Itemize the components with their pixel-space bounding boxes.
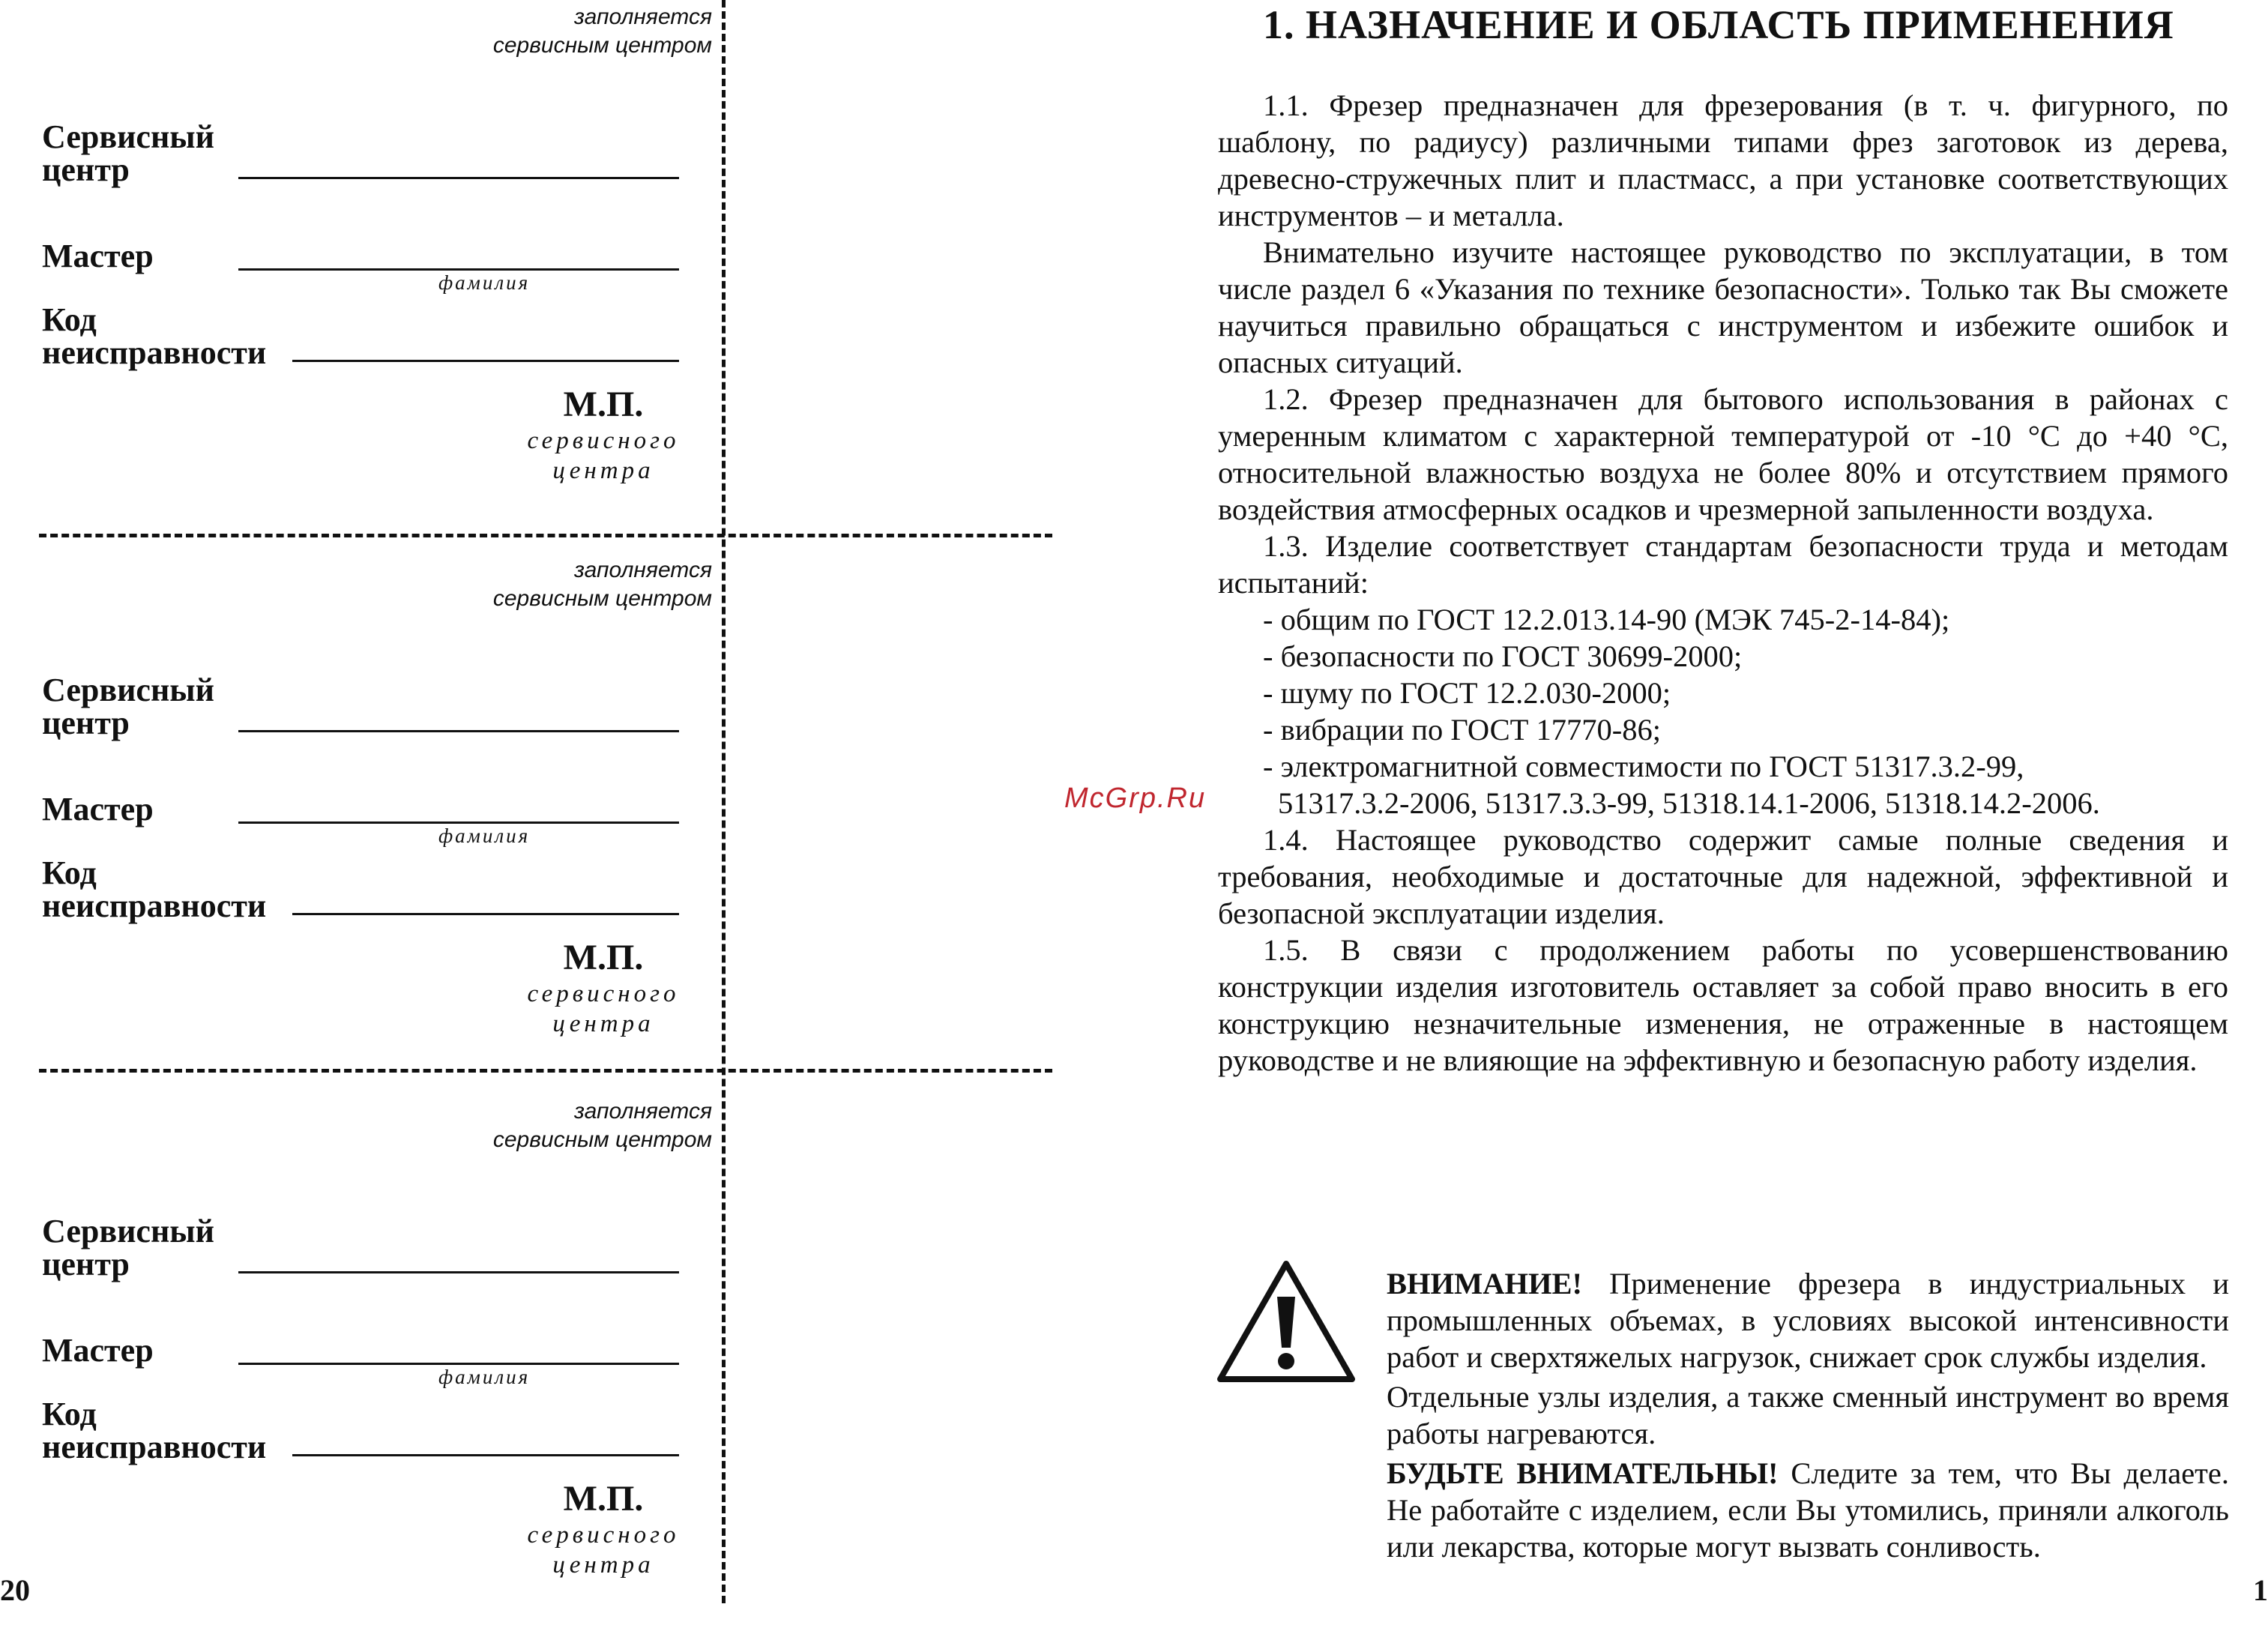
fault-code-field[interactable] [292, 1454, 679, 1456]
section-body [1218, 87, 2228, 1079]
master-field[interactable] [238, 1363, 679, 1365]
service-center-label-2: центр [42, 705, 130, 741]
service-coupon-1 [0, 0, 720, 540]
paragraph-1-3: 1.3. Изделие соответствует стандартам безопасности труда и методам испытаний: [1218, 529, 2228, 600]
master-label: Мастер [42, 1332, 154, 1369]
paragraph-attention: Внимательно изучите настоящее руководство по эксплуатации, в том числе раздел 6 «Указания по технике безопасности». Только так Вы сможете научиться правильно обращаться с инструментом и избежите ошибок и опасных ситуаций. [1218, 235, 2228, 379]
master-field[interactable] [238, 268, 679, 271]
standard-item: - общим по ГОСТ 12.2.013.14-90 (МЭК 745-2-14-84); [1263, 603, 1950, 636]
stamp-sub-2: центра [552, 457, 654, 484]
fault-code-label-2: неисправности [42, 334, 267, 371]
stamp-sub-2: центра [552, 1552, 654, 1579]
standard-item: - безопасности по ГОСТ 30699-2000; [1263, 639, 1743, 673]
warning-paragraph-2: Отдельные узлы изделия, а также сменный инструмент во время работы нагреваются. [1387, 1380, 2229, 1450]
filled-by-note: заполняется сервисным центром [492, 4, 712, 58]
fault-code-label: Код [42, 301, 97, 338]
page-number-left: 20 [0, 1573, 30, 1607]
left-page [0, 0, 1094, 1607]
warning-paragraph-3: БУДЬТЕ ВНИМАТЕЛЬНЫ! Следите за тем, что Вы делаете. Не работайте с изделием, если Вы утомились, приняли алкоголь или лекарства, которые могут вызвать сонливость. [1387, 1456, 2229, 1564]
service-center-field[interactable] [238, 1271, 679, 1273]
fault-code-label: Код [42, 1396, 97, 1432]
standard-item-continued: 51317.3.2-2006, 51317.3.3-99, 51318.14.1-2006, 51318.14.2-2006. [1278, 786, 2100, 820]
filled-by-note: заполняется сервисным центром [492, 558, 712, 611]
watermark: McGrp.Ru [1064, 783, 1207, 814]
service-coupon-2 [0, 553, 720, 1093]
service-coupon-3 [0, 1094, 720, 1634]
horizontal-cut-line-1 [39, 534, 1052, 537]
service-center-label: Сервисный [42, 672, 215, 708]
filled-by-note: заполняется сервисным центром [492, 1099, 712, 1152]
warning-triangle-icon [1216, 1259, 1357, 1384]
service-center-label-2: центр [42, 151, 130, 188]
master-label: Мастер [42, 238, 154, 274]
stamp-sub-1: сервисного [527, 980, 680, 1007]
fault-code-label: Код [42, 854, 97, 891]
right-page [1169, 0, 2268, 1607]
stamp-label: М.П. [563, 1479, 644, 1519]
master-label: Мастер [42, 791, 154, 827]
paragraph-1-1: 1.1. Фрезер предназначен для фрезерования (в т. ч. фигурного, по шаблону, по радиусу) различными типами фрез заготовок из дерева, древесно-стружечных плит и пластмасс, а при установке соответствующих инструментов – и металла. [1218, 88, 2228, 232]
service-center-label: Сервисный [42, 118, 215, 155]
standard-item: - вибрации по ГОСТ 17770-86; [1263, 713, 1661, 747]
surname-caption: фамилия [438, 1366, 531, 1388]
surname-caption: фамилия [438, 824, 531, 847]
standard-item: - электромагнитной совместимости по ГОСТ 51317.3.2-99, [1263, 750, 2024, 783]
stamp-label: М.П. [563, 385, 644, 424]
service-center-field[interactable] [238, 730, 679, 732]
caution-heading: БУДЬТЕ ВНИМАТЕЛЬНЫ! [1387, 1456, 1779, 1490]
fault-code-field[interactable] [292, 913, 679, 915]
warning-heading: ВНИМАНИЕ! [1387, 1267, 1582, 1300]
warning-paragraph-1: ВНИМАНИЕ! Применение фрезера в индустриальных и промышленных объемах, в условиях высокой интенсивности работ и сверхтяжелых нагрузок, снижает срок службы изделия. [1387, 1267, 2229, 1374]
section-title: 1. НАЗНАЧЕНИЕ И ОБЛАСТЬ ПРИМЕНЕНИЯ [1263, 2, 2174, 47]
service-center-label: Сервисный [42, 1213, 215, 1249]
surname-caption: фамилия [438, 271, 531, 294]
paragraph-1-4: 1.4. Настоящее руководство содержит самые полные сведения и требования, необходимые и достаточные для надежной, эффективной и безопасной эксплуатации изделия. [1218, 823, 2228, 930]
stamp-sub-1: сервисного [527, 427, 680, 454]
horizontal-cut-line-2 [39, 1069, 1052, 1073]
service-center-field[interactable] [238, 177, 679, 179]
master-field[interactable] [238, 821, 679, 824]
fault-code-field[interactable] [292, 360, 679, 362]
page-number-right: 1 [2253, 1573, 2268, 1607]
stamp-sub-1: сервисного [527, 1522, 680, 1549]
paragraph-1-5: 1.5. В связи с продолжением работы по усовершенствованию конструкции изделия изготовитель оставляет за собой право вносить в его конструкцию незначительные изменения, не отраженные в настоящем руководстве и не влияющие на эффективную и безопасную работу изделия. [1218, 933, 2228, 1077]
paragraph-1-2: 1.2. Фрезер предназначен для бытового использования в районах с умеренным климатом с характерной температурой от -10 °С до +40 °С, относительной влажностью воздуха не более 80% и отсутствием прямого воздействия атмосферных осадков и чрезмерной запыленности воздуха. [1218, 382, 2228, 526]
warning-block [1387, 1265, 2229, 1568]
fault-code-label-2: неисправности [42, 1429, 267, 1465]
standard-item: - шуму по ГОСТ 12.2.030-2000; [1263, 676, 1671, 710]
stamp-label: М.П. [563, 938, 644, 977]
stamp-sub-2: центра [552, 1010, 654, 1037]
vertical-cut-line [722, 0, 726, 1603]
fault-code-label-2: неисправности [42, 887, 267, 924]
service-center-label-2: центр [42, 1246, 130, 1282]
